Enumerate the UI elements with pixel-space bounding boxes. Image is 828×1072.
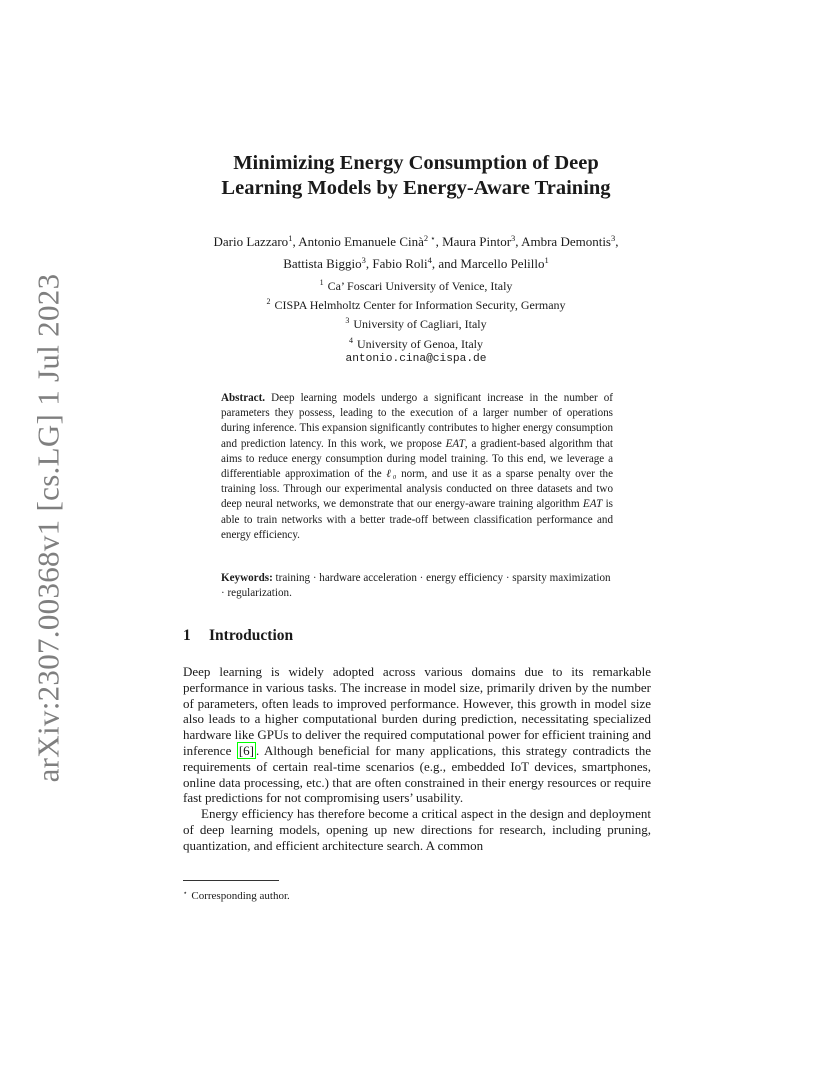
contact-email: antonio.cina@cispa.de <box>345 352 487 365</box>
footnote-divider <box>183 880 279 881</box>
introduction-body <box>183 664 651 854</box>
section-number: 1 <box>183 627 191 644</box>
author-7: Marcello Pelillo$^1$ <box>460 255 549 271</box>
author-6: Fabio Roli$^4$, and <box>372 255 461 271</box>
author-3: Maura Pintor$^3$, <box>442 233 522 249</box>
affiliation-1: $^1$ Ca’ Foscari University of Venice, Italy <box>319 278 513 293</box>
affiliation-3: $^3$ University of Cagliari, Italy <box>345 316 487 332</box>
abstract-label: Abstract. <box>221 392 266 404</box>
author-list <box>170 229 662 273</box>
affiliation-2: $^2$ CISPA Helmholtz Center for Information Security, Germany <box>266 297 566 313</box>
footnote: ⋆ Corresponding author. <box>183 889 290 902</box>
author-5: Battista Biggio$^3$, <box>283 255 373 271</box>
section-title: Introduction <box>209 627 294 644</box>
arxiv-identifier-stamp <box>30 273 66 783</box>
paper-title <box>150 151 682 201</box>
section-heading-introduction <box>183 627 293 645</box>
keywords: Keywords: training · hardware acceleration · energy efficiency · sparsity maximization · regularization. <box>221 572 611 600</box>
affiliation-4: $^4$ University of Genoa, Italy <box>349 335 483 351</box>
title-line-1: Minimizing Energy Consumption of Deep <box>233 152 599 174</box>
author-1: Dario Lazzaro$^1$, <box>213 233 299 249</box>
intro-paragraph-2: Energy efficiency has therefore become a critical aspect in the design and deployment of deep learning models, opening up new directions for research, including pruning, quantization, and efficient architecture search. A common <box>183 806 651 853</box>
title-line-2: Learning Models by Energy-Aware Training <box>221 177 611 199</box>
affiliation-list <box>200 275 632 367</box>
author-4: Ambra Demontis$^3$, <box>521 233 619 249</box>
keywords-label: Keywords: <box>221 572 273 584</box>
author-2: Antonio Emanuele Cinà$^{2 ⋆}$, <box>298 233 443 249</box>
abstract: Abstract. Deep learning models undergo a significant increase in the number of parameters they possess, leading to the execution of a larger number of operations during inference. This expansion significantly contributes to higher energy consumption and prediction latency. In this work, we propose EAT, a gradient-based algorithm that aims to reduce energy consumption during model training. To this end, we leverage a differentiable approximation of the ℓ₀ norm, and use it as a sparse penalty over the training loss. Through our experimental analysis conducted on three datasets and two deep neural networks, we demonstrate that our energy-aware training algorithm EAT is able to train networks with a better trade-off between classification performance and energy efficiency. <box>221 392 613 541</box>
arxiv-identifier-text: arXiv:2307.00368v1 [cs.LG] 1 Jul 2023 <box>30 273 66 783</box>
intro-paragraph-1: Deep learning is widely adopted across various domains due to its remarkable performance in various tasks. The increase in model size, primarily driven by the number of parameters, often leads to improved performance. However, this growth in model size also leads to a higher computational burden during prediction, necessitating specialized hardware like GPUs to deliver the required computational power for efficient training and inference [6] . Although beneficial for many applications, this strategy contradicts the requirements of certain real-time scenarios (e.g., embedded IoT devices, smartphones, online data processing, etc.) that are often constrained in their energy resources or require fast predictions for not compromising users’ usability. <box>183 664 651 806</box>
citation-link[interactable]: [6] <box>238 742 254 758</box>
